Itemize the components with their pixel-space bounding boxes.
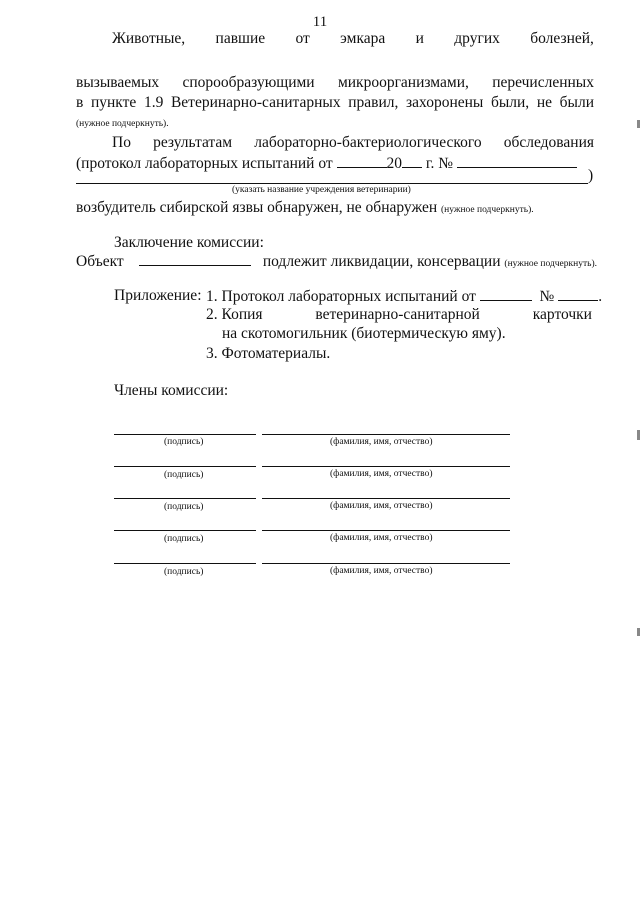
object-note: (нужное подчеркнуть). bbox=[504, 259, 597, 269]
institution-blank-line bbox=[76, 183, 588, 184]
word: По bbox=[112, 134, 131, 151]
word: и bbox=[415, 30, 424, 47]
appendix-item1-text: 1. Протокол лабораторных испытаний от bbox=[206, 288, 476, 305]
detection-note: (нужное подчеркнуть). bbox=[441, 205, 534, 215]
signature-caption: (подпись) bbox=[164, 470, 204, 480]
name-caption: (фамилия, имя, отчество) bbox=[330, 533, 433, 543]
object-text: подлежит ликвидации, консервации bbox=[262, 253, 501, 270]
name-caption: (фамилия, имя, отчество) bbox=[330, 469, 433, 479]
object-blank bbox=[139, 252, 251, 266]
signature-caption: (подпись) bbox=[164, 567, 204, 577]
appendix-item2 bbox=[206, 306, 592, 324]
para2-line2 bbox=[76, 154, 594, 173]
protocol-label: (протокол лабораторных испытаний от bbox=[76, 155, 333, 172]
protocol-number-label: г. № bbox=[425, 155, 454, 172]
appendix-number-label: № bbox=[539, 288, 555, 305]
word: павшие bbox=[215, 30, 266, 47]
name-caption: (фамилия, имя, отчество) bbox=[330, 437, 433, 447]
word: 2. Копия bbox=[206, 306, 263, 323]
word: вызываемых bbox=[76, 74, 160, 91]
name-line bbox=[262, 466, 510, 467]
para1-line1 bbox=[112, 30, 594, 48]
name-line bbox=[262, 498, 510, 499]
signature-caption: (подпись) bbox=[164, 534, 204, 544]
word: лабораторно-бактериологического bbox=[254, 134, 482, 151]
name-line bbox=[262, 434, 510, 435]
protocol-number-blank bbox=[457, 154, 577, 168]
para1-line2 bbox=[76, 74, 594, 92]
word: болезней, bbox=[530, 30, 594, 47]
word: были, bbox=[490, 94, 530, 111]
word: в bbox=[76, 94, 84, 111]
word: были bbox=[559, 94, 594, 111]
word: от bbox=[295, 30, 310, 47]
word: обследования bbox=[503, 134, 594, 151]
para2-line4 bbox=[76, 199, 594, 217]
appendix-label: Приложение: bbox=[114, 287, 202, 304]
word: микроорганизмами, bbox=[337, 74, 469, 91]
year-prefix: 20 bbox=[386, 155, 403, 172]
word: других bbox=[454, 30, 500, 47]
signature-line bbox=[114, 563, 256, 564]
period: . bbox=[598, 288, 603, 305]
word: правил, bbox=[348, 94, 399, 111]
name-caption: (фамилия, имя, отчество) bbox=[330, 501, 433, 511]
appendix-item2-cont: на скотомогильник (биотермическую яму). bbox=[222, 325, 506, 342]
word: карточки bbox=[532, 306, 592, 323]
para1-note: (нужное подчеркнуть). bbox=[76, 119, 169, 129]
conclusion-heading: Заключение комиссии: bbox=[114, 234, 264, 251]
word: ветеринарно-санитарной bbox=[315, 306, 480, 323]
protocol-date-blank bbox=[337, 154, 387, 168]
members-heading: Члены комиссии: bbox=[114, 382, 229, 399]
word: результатам bbox=[153, 134, 233, 151]
name-caption: (фамилия, имя, отчество) bbox=[330, 566, 433, 576]
word: 1.9 bbox=[143, 94, 164, 111]
word: Животные, bbox=[112, 30, 186, 47]
para1-line3 bbox=[76, 94, 594, 112]
appendix-date-blank bbox=[480, 287, 532, 301]
signature-caption: (подпись) bbox=[164, 437, 204, 447]
institution-caption: (указать название учреждения ветеринарии) bbox=[232, 185, 411, 195]
signature-line bbox=[114, 498, 256, 499]
word: перечисленных bbox=[492, 74, 594, 91]
detection-text: возбудитель сибирской язвы обнаружен, не обнаружен bbox=[76, 199, 438, 216]
word: не bbox=[536, 94, 553, 111]
closing-paren: ) bbox=[588, 167, 594, 184]
page-number: 11 bbox=[312, 14, 328, 30]
appendix-number-blank bbox=[558, 287, 598, 301]
signature-line bbox=[114, 466, 256, 467]
name-line bbox=[262, 530, 510, 531]
para2-line1 bbox=[112, 134, 594, 152]
word: Ветеринарно-санитарных bbox=[170, 94, 341, 111]
word: эмкара bbox=[340, 30, 386, 47]
year-blank bbox=[402, 154, 422, 168]
object-label: Объект bbox=[76, 253, 124, 270]
word: спорообразующими bbox=[182, 74, 315, 91]
signature-caption: (подпись) bbox=[164, 502, 204, 512]
signature-line bbox=[114, 434, 256, 435]
appendix-item3: 3. Фотоматериалы. bbox=[206, 345, 331, 362]
signature-line bbox=[114, 530, 256, 531]
name-line bbox=[262, 563, 510, 564]
word: пункте bbox=[90, 94, 137, 111]
word: захоронены bbox=[406, 94, 484, 111]
conclusion-object-line bbox=[76, 252, 597, 271]
appendix-item1 bbox=[206, 287, 603, 306]
